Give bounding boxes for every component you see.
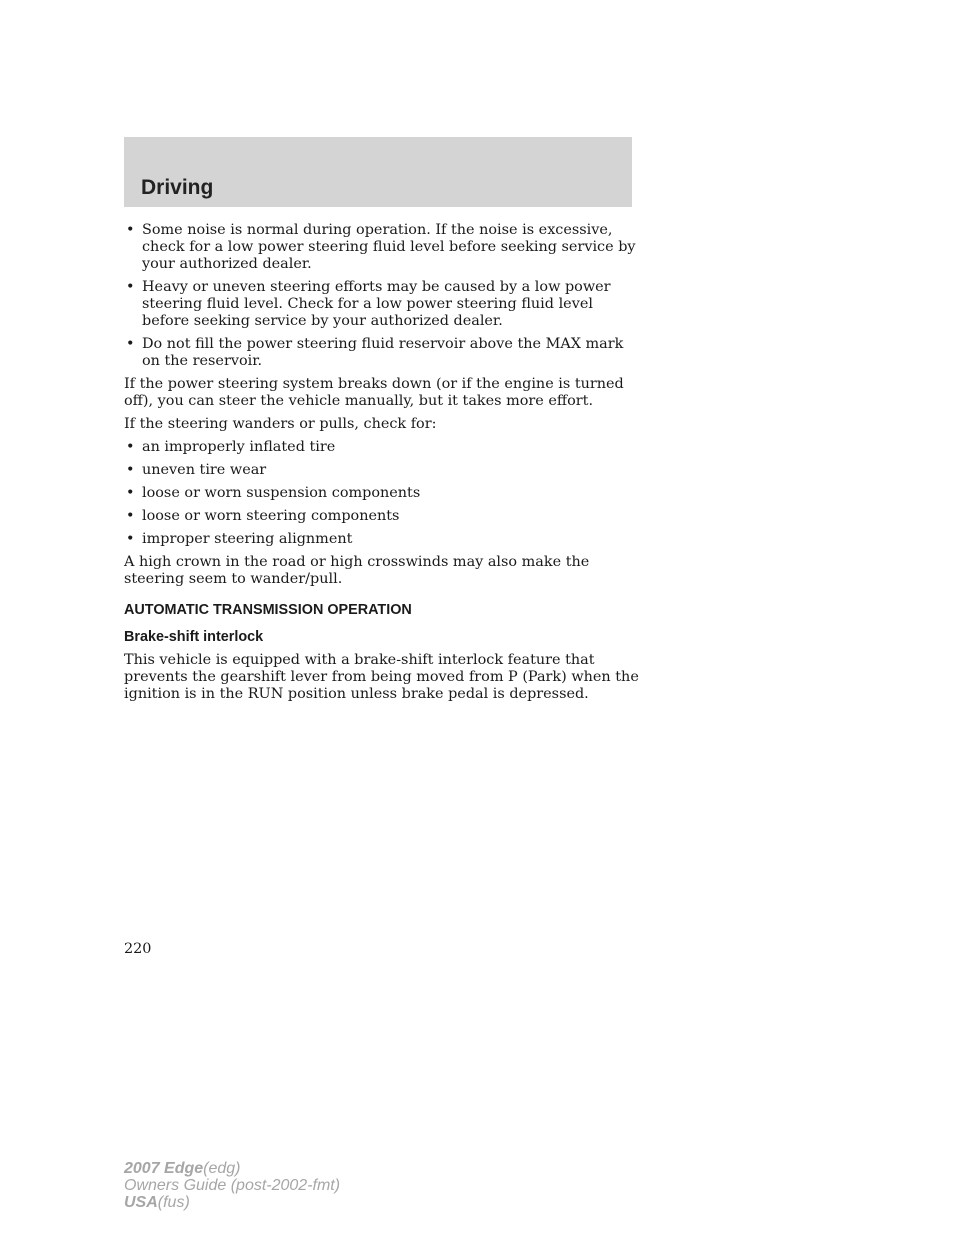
paragraph-crown: A high crown in the road or high crosswinds may also make the steering seem to wander/pull. [124, 554, 590, 587]
list-item-text: Some noise is normal during operation. If the noise is excessive, check for a low power steering fluid level before seeking service by your authorized dealer. [142, 222, 636, 272]
bullet-icon: • [126, 439, 135, 455]
footer-line-1 [124, 1160, 340, 1177]
list-item [124, 222, 644, 273]
list-item-text: an improperly inflated tire [142, 439, 336, 455]
bullet-icon: • [126, 279, 135, 295]
paragraph-breakdown: If the power steering system breaks down (or if the engine is turned off), you can steer the vehicle manually, but it takes more effort. [124, 376, 624, 409]
bullet-icon: • [126, 531, 135, 547]
section-header-band [124, 137, 632, 207]
page-number: 220 [124, 941, 152, 957]
list-item-text: Do not fill the power steering fluid reservoir above the MAX mark on the reservoir. [142, 336, 624, 369]
footer-line-2: Owners Guide (post-2002-fmt) [124, 1177, 341, 1194]
paragraph-wanders: If the steering wanders or pulls, check for: [124, 416, 437, 432]
footer-model-code: (edg) [203, 1160, 241, 1177]
list-item [124, 485, 644, 502]
bullet-icon: • [126, 222, 135, 238]
page-content [124, 222, 644, 709]
document-footer [124, 1160, 340, 1211]
list-item-text: Heavy or uneven steering efforts may be caused by a low power steering fluid level. Check for a low power steering fluid level before seeking service by your authorized dealer. [142, 279, 611, 329]
section-title: Driving [141, 176, 214, 199]
list-item-text: loose or worn suspension components [142, 485, 421, 501]
list-item-text: uneven tire wear [142, 462, 267, 478]
footer-market: USA [124, 1194, 158, 1211]
bullet-icon: • [126, 508, 135, 524]
footer-model: 2007 Edge [124, 1160, 204, 1177]
bullet-icon: • [126, 485, 135, 501]
bullet-icon: • [126, 336, 135, 352]
list-item [124, 531, 644, 548]
list-item [124, 336, 644, 370]
footer-market-code: (fus) [157, 1194, 190, 1211]
sub-heading: Brake-shift interlock [124, 629, 264, 645]
list-item [124, 508, 644, 525]
footer-line-3 [124, 1194, 340, 1211]
list-item [124, 439, 644, 456]
section-heading: AUTOMATIC TRANSMISSION OPERATION [124, 602, 412, 618]
list-item-text: improper steering alignment [142, 531, 353, 547]
list-item [124, 462, 644, 479]
list-item [124, 279, 644, 330]
list-item-text: loose or worn steering components [142, 508, 400, 524]
paragraph-interlock: This vehicle is equipped with a brake-shift interlock feature that prevents the gearshift lever from being moved from P (Park) when the ignition is in the RUN position unless brake pedal is depressed. [124, 652, 639, 702]
bullet-icon: • [126, 462, 135, 478]
